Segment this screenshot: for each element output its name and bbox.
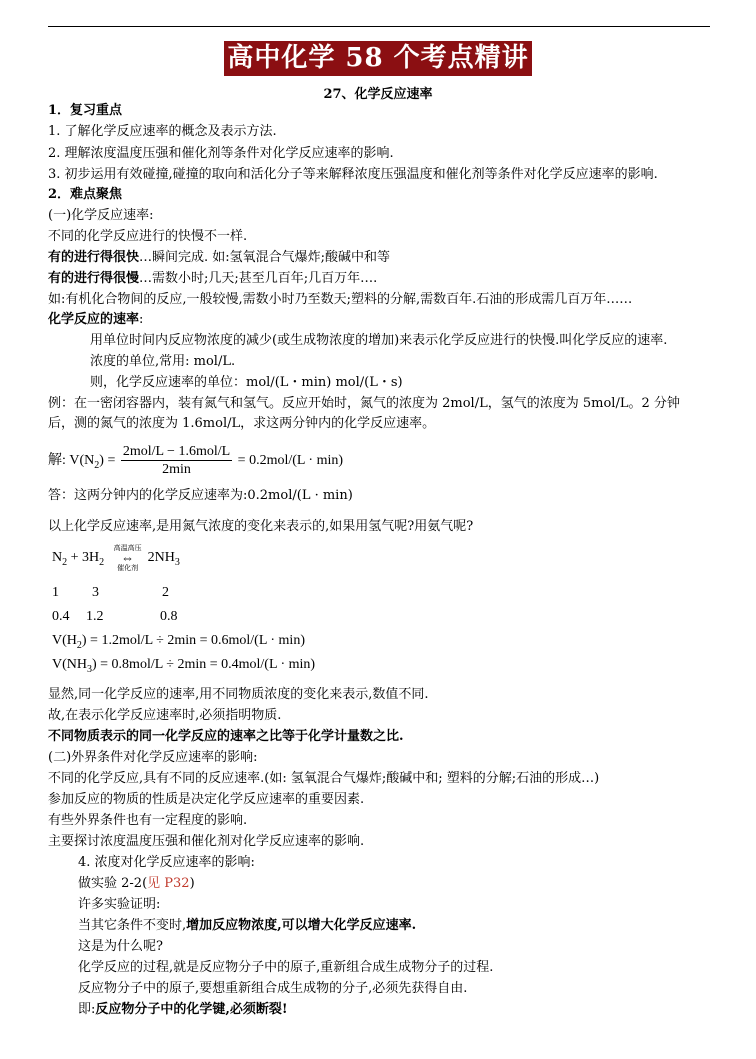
cond-top: 高温高压 — [113, 544, 142, 552]
fast-bold: 有的进行得很快 — [48, 250, 140, 265]
vh2-a: V(H — [52, 633, 77, 648]
sol-numerator: 2mol/L − 1.6mol/L — [122, 444, 231, 460]
stoich-2-nh3: 0.8 — [160, 609, 178, 624]
para-fast — [48, 249, 390, 267]
eq-nh3-sub: 3 — [174, 557, 180, 569]
eq-n2-sub: 2 — [62, 557, 68, 569]
review-item-3: 3. 初步运用有效碰撞,碰撞的取向和活化分子等来解释浓度压强温度和催化剂等条件对化学反应速率的影响. — [48, 167, 658, 182]
atoms-line: 反应物分子中的原子,要想重新组合成生成物的分子,必须先获得自由. — [78, 981, 468, 996]
arrow-symbol: ⇔ — [121, 550, 135, 565]
vnh3-b: ) = 0.8mol/L ÷ 2min = 0.4mol/(L · min) — [92, 657, 316, 672]
ext-para-3: 有些外界条件也有一定程度的影响. — [48, 813, 248, 828]
def-title: 化学反应的速率 — [48, 312, 140, 327]
sol-denominator: 2min — [162, 462, 191, 478]
cond-bottom: 催化剂 — [117, 564, 139, 572]
stoich-2-h2: 1.2 — [86, 609, 104, 624]
eq-h2: + 3H — [67, 550, 100, 566]
when-bold: 增加反应物浓度,可以增大化学反应速率. — [186, 918, 417, 933]
para-diff: 不同的化学反应进行的快慢不一样. — [48, 229, 248, 244]
rate-nh3 — [52, 656, 315, 679]
ie-text: 即: — [78, 1002, 96, 1017]
vh2-sub: 2 — [76, 639, 82, 651]
why-line: 这是为什么呢? — [78, 939, 163, 954]
when-text: 当其它条件不变时, — [78, 918, 187, 933]
solution-equation — [48, 443, 343, 484]
ie-bold: 反应物分子中的化学键,必须断裂! — [95, 1002, 288, 1017]
ext-para-2: 参加反应的物质的性质是决定化学反应速率的重要因素. — [48, 792, 365, 807]
question-line: 以上化学反应速率,是用氮气浓度的变化来表示的,如果用氢气呢?用氨气呢? — [48, 519, 474, 534]
equilibrium-arrow — [114, 544, 142, 572]
reaction-equation — [52, 544, 180, 576]
slow-rest: …需数小时;几天;甚至几百年;几百万年…. — [139, 271, 378, 286]
para-unit-rate: 则，化学反应速率的单位：mol/(L・min) mol/(L・s) — [90, 375, 403, 390]
section-subtitle: 27、化学反应速率 — [323, 87, 433, 102]
sol-lhs-sub: 2 — [94, 459, 100, 471]
eq-h2-sub: 2 — [99, 557, 105, 569]
vh2-b: ) = 1.2mol/L ÷ 2min = 0.6mol/(L · min) — [81, 633, 305, 648]
experiment-line — [78, 875, 195, 893]
exp-text: 做实验 2-2( — [78, 876, 148, 891]
sol-fraction — [121, 443, 232, 478]
fast-rest: …瞬间完成. 如:氢氧混合气爆炸;酸碱中和等 — [139, 250, 391, 265]
sol-lhs: 解: V(N — [48, 453, 95, 468]
ext-para-1: 不同的化学反应,具有不同的反应速率.(如: 氢氧混合气爆炸;酸碱中和; 塑料的分解;石油的形成…) — [48, 771, 600, 786]
eq-n2: N — [52, 550, 63, 566]
stoich-2-n2: 0.4 — [52, 609, 70, 624]
proof-line: 许多实验证明: — [78, 897, 161, 912]
review-item-1: 1. 了解化学反应速率的概念及表示方法. — [48, 124, 277, 139]
rate-h2 — [52, 632, 305, 655]
exp-end: ) — [189, 876, 195, 891]
def-colon: : — [139, 312, 144, 327]
vnh3-a: V(NH — [52, 657, 87, 672]
sol-rhs: = 0.2mol/(L · min) — [237, 453, 344, 468]
rate-title: (一)化学反应速率: — [48, 208, 154, 223]
when-line — [78, 917, 416, 935]
item-4: 4. 浓度对化学反应速率的影响: — [78, 855, 255, 870]
ext-para-4: 主要探讨浓度温度压强和催化剂对化学反应速率的影响. — [48, 834, 365, 849]
stoich-1-n2: 1 — [52, 585, 59, 600]
exp-ref: 见 P32 — [147, 876, 190, 891]
ext-title: (二)外界条件对化学反应速率的影响: — [48, 750, 258, 765]
para-def-text: 用单位时间内反应物浓度的减少(或生成物浓度的增加)来表示化学反应进行的快慢.叫化学反应的速率. — [90, 333, 668, 348]
heading-review: 1．复习重点 — [48, 103, 123, 118]
example-line-1: 例：在一密闭容器内，装有氮气和氢气。反应开始时，氮气的浓度为 2mol/L，氢气的浓度为 5mol/L。2 分钟 — [48, 396, 680, 411]
heading-difficulties: 2．难点聚焦 — [48, 187, 123, 202]
para-ratio: 不同物质表示的同一化学反应的速率之比等于化学计量数之比. — [48, 729, 404, 744]
sol-lhs-end: ) = — [99, 453, 116, 468]
stoich-1-h2: 3 — [92, 585, 99, 600]
ie-line — [78, 1001, 288, 1019]
answer-line: 答：这两分钟内的化学反应速率为:0.2mol/(L · min) — [48, 488, 353, 503]
para-slow — [48, 270, 377, 288]
review-item-2: 2. 理解浓度温度压强和催化剂等条件对化学反应速率的影响. — [48, 146, 394, 161]
process-line: 化学反应的过程,就是反应物分子中的原子,重新组合成生成物分子的过程. — [78, 960, 494, 975]
slow-bold: 有的进行得很慢 — [48, 271, 140, 286]
example-line-2: 后，测的氮气的浓度为 1.6mol/L，求这两分钟内的化学反应速率。 — [48, 416, 436, 431]
para-obvious: 显然,同一化学反应的速率,用不同物质浓度的变化来表示,数值不同. — [48, 687, 429, 702]
eq-nh3: 2NH — [147, 550, 175, 566]
vnh3-sub: 3 — [87, 663, 92, 675]
stoich-1-nh3: 2 — [162, 585, 169, 600]
top-rule — [48, 26, 710, 27]
para-therefore: 故,在表示化学反应速率时,必须指明物质. — [48, 708, 282, 723]
para-def-title — [48, 311, 143, 329]
para-unit-conc: 浓度的单位,常用: mol/L. — [90, 354, 236, 369]
para-organic: 如:有机化合物间的反应,一般较慢,需数小时乃至数天;塑料的分解,需数百年.石油的形成需几百万年…… — [48, 292, 633, 307]
title-banner: 高中化学 58 个考点精讲 — [224, 41, 532, 76]
